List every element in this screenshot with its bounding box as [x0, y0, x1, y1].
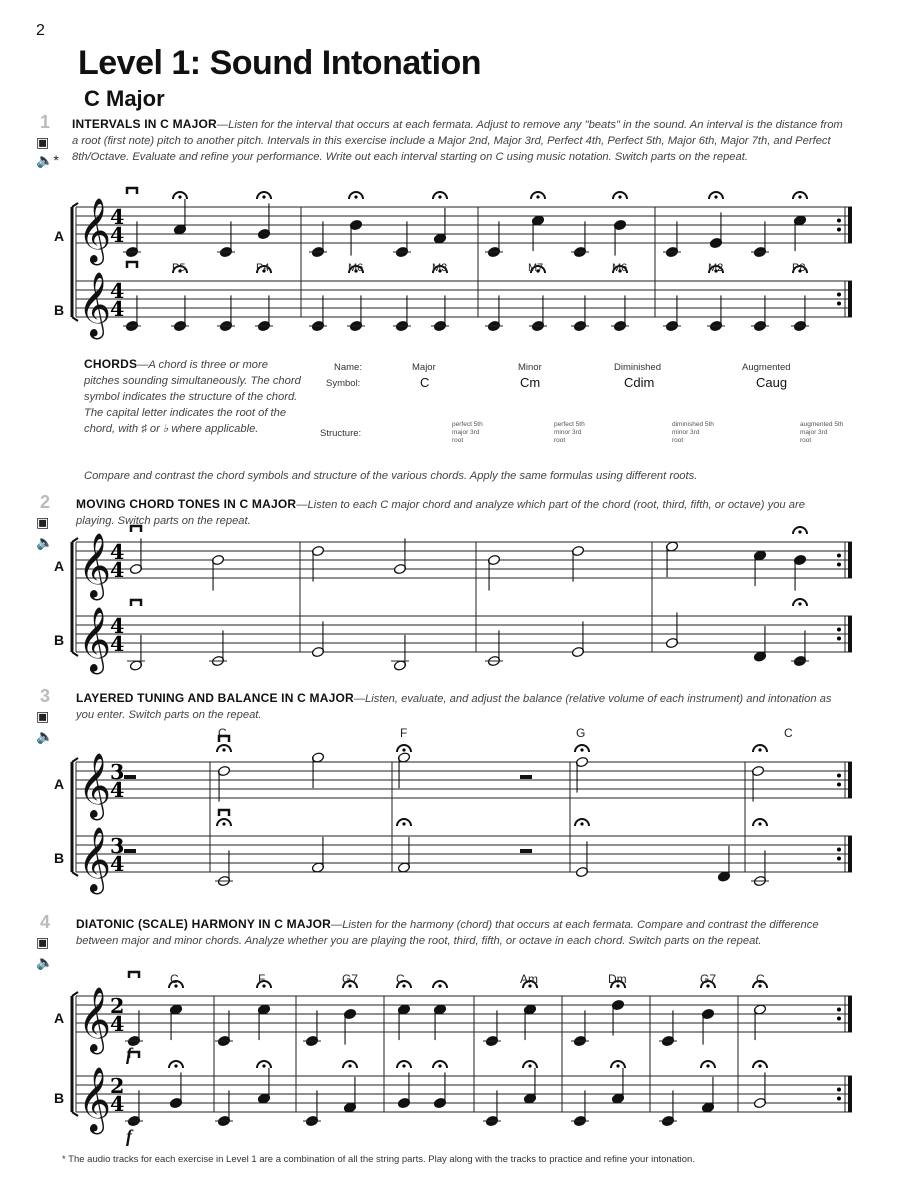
down-bow: [127, 262, 137, 268]
treble-clef: 𝄞: [78, 753, 111, 818]
exercise-text: —Listen for the harmony (chord) that occurs at each fermata. Compare and contrast the difference between major and minor chords. Analyze whether you are playing the root, third, fifth, or octave in each chord. Switch parts on the repeat.: [76, 919, 819, 947]
fermata-dot: [714, 195, 717, 198]
time-signature: 4: [110, 614, 125, 638]
down-bow: [127, 188, 137, 194]
part-label-b: B: [54, 850, 65, 866]
time-signature: 4: [110, 279, 125, 303]
video-icon[interactable]: ▣: [36, 934, 50, 950]
fermata-dot: [438, 1064, 441, 1067]
fermata-dot: [798, 195, 801, 198]
treble-clef: 𝄞: [78, 198, 111, 263]
chord-symbol: C: [170, 972, 179, 986]
interval-label: M7: [528, 262, 544, 274]
chord-symbol: Caug: [756, 375, 788, 390]
part-label-a: A: [54, 228, 65, 244]
audio-icon[interactable]: 🔈: [36, 954, 54, 970]
exercise-text: —Listen for the interval that occurs at each fermata. Adjust to remove any "beats" in the sound. An interval is the distance from a root (first note) pitch to another pitch. Intervals in this exercise include a Major 2nd, Major 3rd, Perfect 4th, Perfect 5th, Major 6th, Major 7th, and Perfect 8th/Octave. Evaluate and refine your performance. Write out each interval starting on C using music notation. Switch parts on the repeat.: [72, 119, 843, 163]
chords-heading: CHORDS: [84, 357, 138, 371]
time-signature: 4: [110, 558, 125, 582]
exercise-number: 1: [40, 112, 51, 132]
chords-compare-text: Compare and contrast the chord symbols and structure of the various chords. Apply the same formulas using different roots.: [84, 470, 698, 482]
repeat-dot: [837, 228, 841, 232]
chord-symbol: G7: [342, 972, 359, 986]
chord-name: Augmented: [742, 362, 791, 373]
time-signature: 2: [110, 994, 125, 1018]
down-bow: [131, 600, 141, 606]
fermata-dot: [536, 195, 539, 198]
chord-structure-label: Structure:: [320, 428, 362, 439]
fermata-dot: [354, 195, 357, 198]
page-number: 2: [36, 22, 45, 39]
chord-symbol: Cdim: [624, 375, 655, 390]
page-title: Level 1: Sound Intonation: [78, 44, 482, 82]
time-signature: 4: [110, 1092, 125, 1116]
video-icon[interactable]: ▣: [36, 514, 50, 530]
exercise-number: 2: [40, 492, 51, 512]
chord-symbol: F: [400, 726, 408, 740]
repeat-dot: [837, 628, 841, 632]
audio-icon[interactable]: 🔈: [36, 728, 54, 744]
time-signature: 3: [110, 760, 125, 784]
chord-name-label: Name:: [334, 362, 362, 373]
chord-name: Major: [412, 362, 436, 373]
fermata-dot: [222, 822, 225, 825]
treble-clef: 𝄞: [78, 607, 111, 672]
part-label-b: B: [54, 1090, 65, 1106]
fermata-dot: [758, 1064, 761, 1067]
time-signature: 4: [110, 852, 125, 876]
time-signature: 4: [110, 223, 125, 247]
chord-symbol: G7: [700, 972, 717, 986]
part-label-b: B: [54, 302, 65, 318]
dynamic-marking: f: [126, 1126, 132, 1146]
chord-symbol: Cm: [520, 375, 541, 390]
chord-name: Diminished: [614, 362, 661, 373]
repeat-dot: [837, 857, 841, 861]
exercise-number: 4: [40, 912, 51, 932]
chord-symbol: G: [576, 726, 586, 740]
time-signature: 4: [110, 540, 125, 564]
down-bow: [129, 972, 139, 978]
fermata-dot: [706, 1064, 709, 1067]
repeat-dot: [837, 1088, 841, 1092]
dynamic-marking: f: [126, 1044, 132, 1064]
chord-symbol: C: [396, 972, 405, 986]
exercise-heading: INTERVALS IN C MAJOR: [72, 117, 217, 131]
fermata-dot: [618, 195, 621, 198]
interval-label: P4: [256, 262, 270, 274]
fermata-dot: [222, 748, 225, 751]
video-icon[interactable]: ▣: [36, 134, 50, 150]
fermata-dot: [528, 1064, 531, 1067]
repeat-dot: [837, 563, 841, 567]
chord-tones: augmented 5th major 3rd root: [800, 421, 844, 444]
chord-tones: perfect 5th major 3rd root: [452, 421, 483, 444]
fermata-dot: [616, 1064, 619, 1067]
audio-icon[interactable]: 🔈: [36, 534, 54, 550]
time-signature: 4: [110, 778, 125, 802]
exercise-text: —Listen, evaluate, and adjust the balance (relative volume of each instrument) and intonation as you enter. Switch parts on the repeat.: [76, 693, 832, 721]
chord-symbol-label: Symbol:: [326, 378, 361, 389]
part-label-a: A: [54, 776, 65, 792]
treble-clef: 𝄞: [78, 827, 111, 892]
exercise-heading: MOVING CHORD TONES IN C MAJOR: [76, 497, 297, 511]
interval-label: P5: [172, 262, 186, 274]
fermata-dot: [402, 1064, 405, 1067]
time-signature: 4: [110, 205, 125, 229]
whole-rest: [520, 849, 532, 853]
treble-clef: 𝄞: [78, 1067, 111, 1132]
fermata-dot: [580, 822, 583, 825]
part-label-b: B: [54, 632, 65, 648]
treble-clef: 𝄞: [78, 533, 111, 598]
fermata-dot: [402, 822, 405, 825]
fermata-dot: [262, 195, 265, 198]
treble-clef: 𝄞: [78, 272, 111, 337]
fermata-dot: [174, 1064, 177, 1067]
repeat-dot: [837, 554, 841, 558]
video-icon[interactable]: ▣: [36, 708, 50, 724]
whole-rest: [520, 775, 532, 779]
time-signature: 2: [110, 1074, 125, 1098]
down-bow: [219, 810, 229, 816]
chord-name: Minor: [518, 362, 542, 373]
chord-symbol: C: [756, 972, 765, 986]
repeat-dot: [837, 219, 841, 223]
chord-symbol: C: [784, 726, 793, 740]
page-subtitle: C Major: [84, 86, 165, 111]
repeat-dot: [837, 293, 841, 297]
repeat-dot: [837, 774, 841, 778]
whole-rest: [124, 849, 136, 853]
chord-tones: diminished 5th minor 3rd root: [672, 421, 714, 444]
footnote: * The audio tracks for each exercise in Level 1 are a combination of all the string parts. Play along with the tracks to practice and refine your intonation.: [62, 1154, 695, 1165]
repeat-dot: [837, 848, 841, 852]
whole-rest: [124, 775, 136, 779]
repeat-dot: [837, 783, 841, 787]
interval-label: M2: [708, 262, 724, 274]
fermata-dot: [438, 984, 441, 987]
fermata-dot: [580, 748, 583, 751]
fermata-dot: [262, 1064, 265, 1067]
fermata-dot: [402, 748, 405, 751]
treble-clef: 𝄞: [78, 987, 111, 1052]
fermata-dot: [178, 195, 181, 198]
down-bow: [131, 526, 141, 532]
repeat-dot: [837, 302, 841, 306]
exercise-heading: DIATONIC (SCALE) HARMONY IN C MAJOR: [76, 917, 332, 931]
interval-label: M3: [432, 262, 448, 274]
interval-label: M6: [348, 262, 364, 274]
part-label-a: A: [54, 558, 65, 574]
repeat-dot: [837, 1008, 841, 1012]
chord-symbol: Am: [520, 972, 538, 986]
time-signature: 4: [110, 632, 125, 656]
repeat-dot: [837, 1097, 841, 1101]
fermata-dot: [798, 602, 801, 605]
time-signature: 4: [110, 297, 125, 321]
fermata-dot: [438, 195, 441, 198]
audio-icon[interactable]: 🔈*: [36, 152, 59, 168]
exercise-number: 3: [40, 686, 51, 706]
fermata-dot: [758, 748, 761, 751]
part-label-a: A: [54, 1010, 65, 1026]
fermata-dot: [798, 530, 801, 533]
exercise-text: —Listen to each C major chord and analyze which part of the chord (root, third, fifth, or octave) you are playing. Switch parts on the repeat.: [76, 499, 805, 527]
interval-label: M6: [612, 262, 628, 274]
chord-symbol: Dm: [608, 972, 627, 986]
chord-symbol: C: [420, 375, 430, 390]
fermata-dot: [348, 1064, 351, 1067]
chord-symbol: F: [258, 972, 266, 986]
chords-text: —A chord is three or more pitches sounding simultaneously. The chord symbol indicates the structure of the chord. The capital letter indicates the root of the chord, with ♯ or ♭ where applicable.: [84, 359, 301, 435]
repeat-dot: [837, 637, 841, 641]
time-signature: 3: [110, 834, 125, 858]
fermata-dot: [758, 822, 761, 825]
chord-symbol: C: [218, 726, 227, 740]
chord-tones: perfect 5th minor 3rd root: [554, 421, 585, 444]
time-signature: 4: [110, 1012, 125, 1036]
repeat-dot: [837, 1017, 841, 1021]
interval-label: P8: [792, 262, 806, 274]
exercise-heading: LAYERED TUNING AND BALANCE IN C MAJOR: [76, 691, 354, 705]
